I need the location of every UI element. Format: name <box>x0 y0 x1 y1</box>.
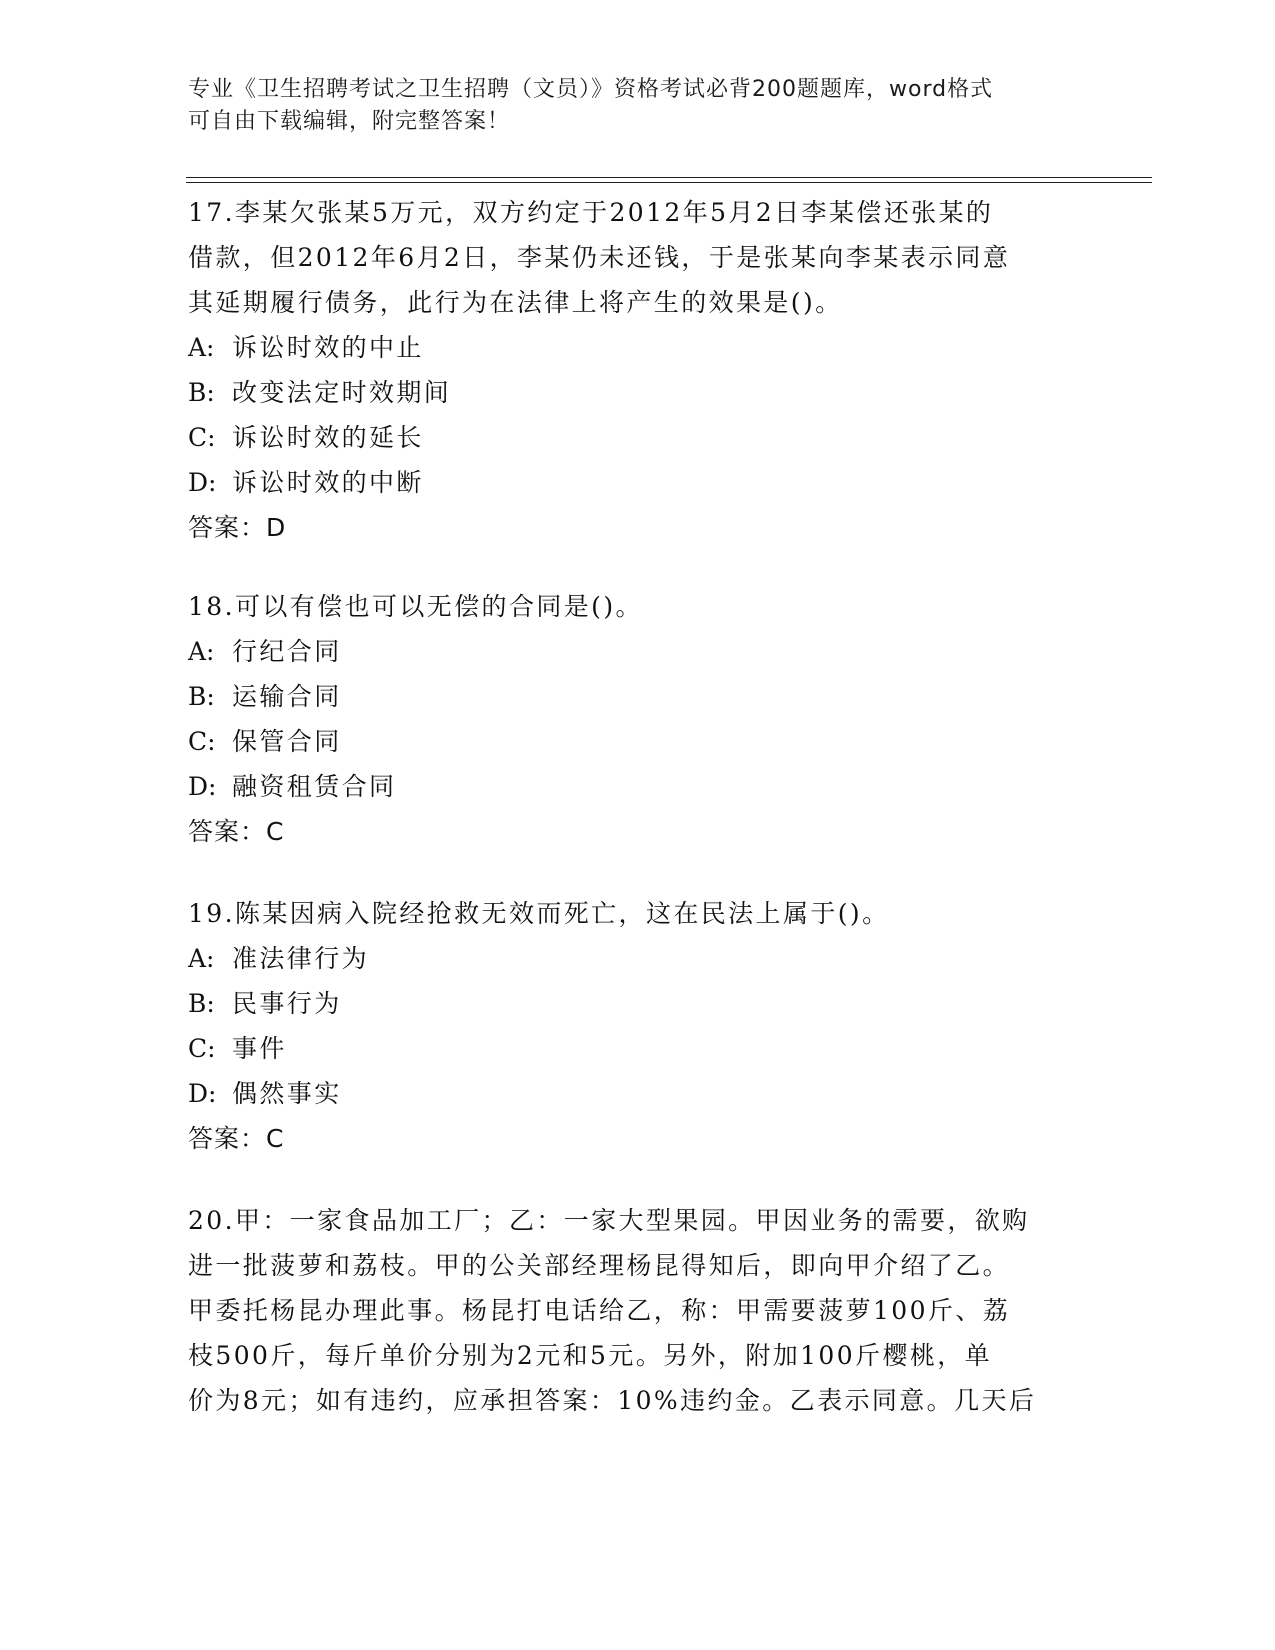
header-line-1: 专业《卫生招聘考试之卫生招聘（文员）》资格考试必背200题题库，word格式 <box>188 77 994 102</box>
question-text-line: 其延期履行债务，此行为在法律上将产生的效果是()。 <box>188 288 843 317</box>
option-c <box>188 415 1088 460</box>
document-header <box>188 74 1068 138</box>
option-letter: D: <box>188 1079 217 1108</box>
question-text-line: 枝500斤，每斤单价分别为2元和5元。另外，附加100斤樱桃，单 <box>188 1341 993 1370</box>
option-d <box>188 764 1088 809</box>
option-b <box>188 981 1088 1026</box>
answer-line: 答案：D <box>188 513 287 542</box>
option-letter: B: <box>188 378 215 407</box>
option-text: 诉讼时效的中止 <box>232 333 424 362</box>
question-text-line: 18.可以有偿也可以无偿的合同是()。 <box>188 592 643 621</box>
option-text: 诉讼时效的中断 <box>232 468 424 497</box>
question-17 <box>188 190 1088 551</box>
option-text: 保管合同 <box>232 727 342 756</box>
option-text: 融资租赁合同 <box>232 772 397 801</box>
option-d <box>188 460 1088 505</box>
option-text: 行纪合同 <box>232 637 342 666</box>
option-letter: D: <box>188 468 217 497</box>
option-letter: C: <box>188 1034 216 1063</box>
option-a <box>188 936 1088 981</box>
option-letter: A: <box>188 944 215 973</box>
option-letter: C: <box>188 727 216 756</box>
option-letter: B: <box>188 682 215 711</box>
header-line-2: 可自由下载编辑，附完整答案！ <box>188 109 511 134</box>
option-letter: B: <box>188 989 215 1018</box>
option-c <box>188 1026 1088 1071</box>
option-text: 事件 <box>232 1034 287 1063</box>
option-d <box>188 1071 1088 1116</box>
question-text-line: 进一批菠萝和荔枝。甲的公关部经理杨昆得知后，即向甲介绍了乙。 <box>188 1251 1011 1280</box>
option-letter: A: <box>188 333 215 362</box>
option-text: 准法律行为 <box>232 944 370 973</box>
option-letter: A: <box>188 637 215 666</box>
option-text: 运输合同 <box>232 682 342 711</box>
question-text-line: 20.甲：一家食品加工厂；乙：一家大型果园。甲因业务的需要，欲购 <box>188 1206 1030 1235</box>
option-text: 民事行为 <box>232 989 342 1018</box>
header-divider-bottom <box>186 182 1152 183</box>
header-divider-top <box>186 177 1152 178</box>
option-a <box>188 325 1088 370</box>
question-text-line: 甲委托杨昆办理此事。杨昆打电话给乙，称：甲需要菠萝100斤、荔 <box>188 1296 1011 1325</box>
answer-line: 答案：C <box>188 817 285 846</box>
option-text: 改变法定时效期间 <box>232 378 452 407</box>
question-text-line: 19.陈某因病入院经抢救无效而死亡，这在民法上属于()。 <box>188 899 890 928</box>
option-c <box>188 719 1088 764</box>
question-text-line: 价为8元；如有违约，应承担答案：10%违约金。乙表示同意。几天后 <box>188 1386 1037 1415</box>
option-text: 偶然事实 <box>232 1079 342 1108</box>
question-20 <box>188 1198 1088 1423</box>
answer-line: 答案：C <box>188 1124 285 1153</box>
option-text: 诉讼时效的延长 <box>232 423 424 452</box>
option-letter: D: <box>188 772 217 801</box>
question-19 <box>188 891 1088 1162</box>
option-b <box>188 674 1088 719</box>
question-text-line: 17.李某欠张某5万元，双方约定于2012年5月2日李某偿还张某的 <box>188 198 994 227</box>
option-a <box>188 629 1088 674</box>
question-text-line: 借款，但2012年6月2日，李某仍未还钱，于是张某向李某表示同意 <box>188 243 1011 272</box>
option-letter: C: <box>188 423 216 452</box>
question-18 <box>188 584 1088 855</box>
option-b <box>188 370 1088 415</box>
